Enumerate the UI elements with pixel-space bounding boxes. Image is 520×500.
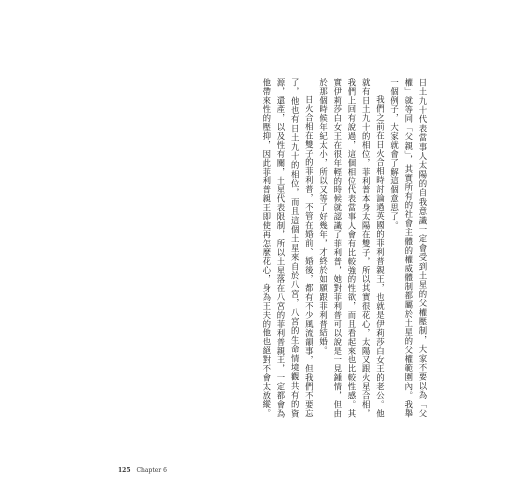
body-text bbox=[100, 78, 430, 418]
paragraph-3: 日火合相在雙子的菲利普，不管在婚前、婚後，都有不少風流韻事，但我們不要忘了，他也有日土九十的相位，而且這個土星來自於八宮，八宮的生命情境觀共有的資源，還產，以及性有關，土星代表限制，所以土星落在八宮的菲利普親王，一定都會為他帶來性的壓抑，因此菲利普親王即使再怎麼花心，身為王夫的他也絕對不會太放縱。 bbox=[261, 78, 315, 418]
chapter-label: Chapter 6 bbox=[136, 467, 167, 474]
paragraph-1: 日土九十代表當事人太陽的自我意識一定會受到土星的父權壓制，大家不要以為「父權」就等同「父親」，其實所有的社會主體的權威體制都屬於土星的父權範圍內。我舉一個例子，大家就會了解這個意思了。 bbox=[389, 78, 428, 418]
paragraph-2: 我們之前在日火合相時討論過英國的菲利普親王，也就是伊莉莎白女王的老公。他就有日土九十的相位，菲利普本身太陽在雙子，所以其實很花心，太陽又跟火星合相，我們上回有說過，這個相位代表當事人會有比較強的性欲，而且看起來也比較性感。其實伊莉莎白女王在很年輕的時候就認識了菲利普，她對菲利普可以說是一見鍾情，但由於那個時候年紀太小，所以又等了好幾年，才終於如願跟菲利普結婚。 bbox=[318, 78, 386, 418]
page-footer bbox=[118, 467, 167, 474]
page-number: 125 bbox=[118, 467, 131, 474]
